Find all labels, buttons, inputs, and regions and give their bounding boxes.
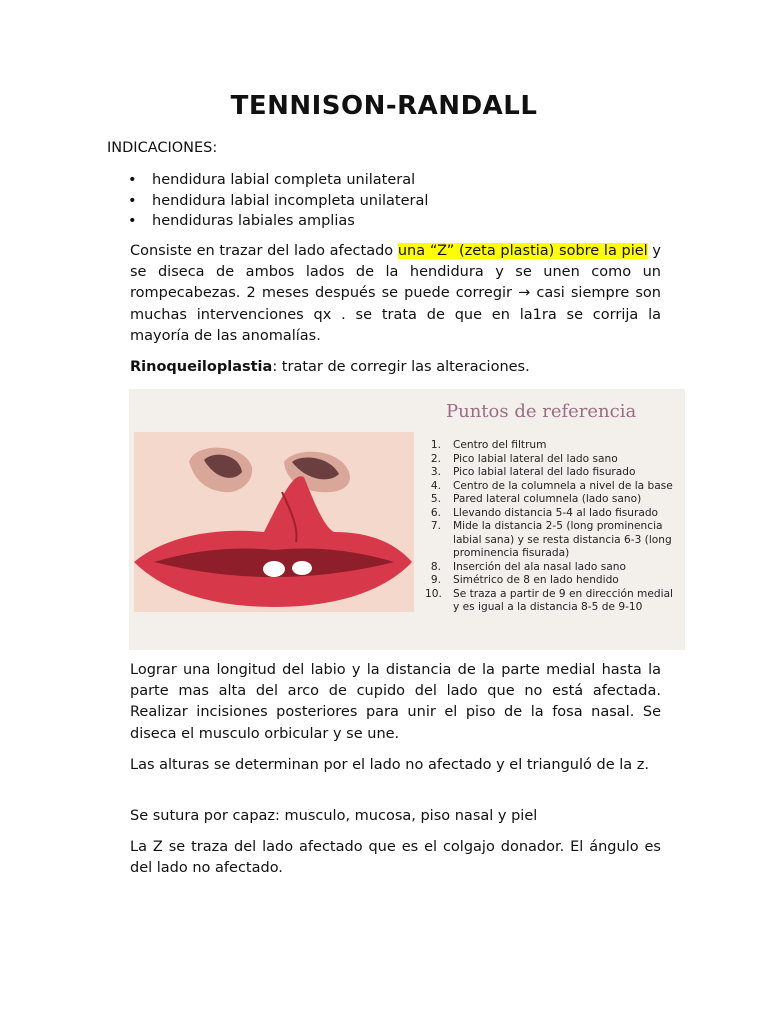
paragraph-rinoqueiloplastia: Rinoqueiloplastia: tratar de corregir las alteraciones.	[130, 359, 530, 375]
bold-term: Rinoqueiloplastia	[130, 359, 273, 375]
indications-heading: INDICACIONES:	[107, 140, 218, 156]
list-item: 7. Mide la distancia 2-5 (long prominencia labial sana) y se resta distancia 6-3 (long prominencia fisurada)	[430, 520, 672, 559]
list-item: 2. Pico labial lateral del lado sano	[430, 452, 618, 465]
list-item: 6. Llevando distancia 5-4 al lado fisurado	[430, 506, 659, 519]
list-item: 5. Pared lateral columnela (lado sano)	[430, 493, 642, 505]
list-item: 10. Se traza a partir de 9 en dirección medial y es igual a la distancia 8-5 de 9-10	[425, 587, 674, 613]
cleft-lip-illustration	[134, 432, 414, 612]
highlighted-text: una “Z” (zeta plastia) sobre la piel	[397, 243, 648, 259]
list-item: 1. Centro del filtrum	[430, 439, 547, 451]
list-item: 4. Centro de la columnela a nivel de la base	[430, 479, 673, 492]
list-item: • hendidura labial incompleta unilateral	[128, 191, 428, 212]
bullet-icon: •	[128, 192, 137, 209]
reference-points-list	[425, 439, 677, 615]
document-title: TENNISON-RANDALL	[230, 91, 538, 121]
list-item: • hendiduras labiales amplias	[128, 211, 428, 232]
list-item: 8. Inserción del ala nasal lado sano	[430, 560, 626, 573]
paragraph-z-flap: La Z se traza del lado afectado que es el colgajo donador. El ángulo es del lado no afectado.	[130, 839, 661, 877]
paragraph-zplasty: Consiste en trazar del lado afectado una “Z” (zeta plastia) sobre la piel y se diseca de ambos lados de la hendidura y se unen como un rompecabezas. 2 meses después se puede corregir → casi siempre son muchas intervenciones qx . se trata de que en la1ra se corrija la mayoría de las anomalías.	[130, 243, 661, 344]
list-item: 3. Pico labial lateral del lado fisurado	[430, 466, 636, 478]
indications-list	[128, 170, 428, 232]
list-item: • hendidura labial completa unilateral	[128, 170, 428, 191]
bullet-icon: •	[128, 172, 137, 188]
list-item: 9. Simétrico de 8 en lado hendido	[430, 574, 619, 586]
paragraph-suture: Se sutura por capaz: musculo, mucosa, piso nasal y piel	[130, 808, 538, 824]
figure-title: Puntos de referencia	[446, 401, 637, 422]
paragraph-lip-length: Lograr una longitud del labio y la distancia de la parte medial hasta la parte mas alta del arco de cupido del lado que no está afectada. Realizar incisiones posteriores para unir el piso de la fosa nasal. Se diseca el musculo orbicular y se une.	[130, 662, 661, 742]
bullet-icon: •	[128, 213, 137, 229]
paragraph-heights: Las alturas se determinan por el lado no afectado y el trianguló de la z.	[130, 757, 649, 773]
reference-points-figure	[129, 389, 685, 650]
